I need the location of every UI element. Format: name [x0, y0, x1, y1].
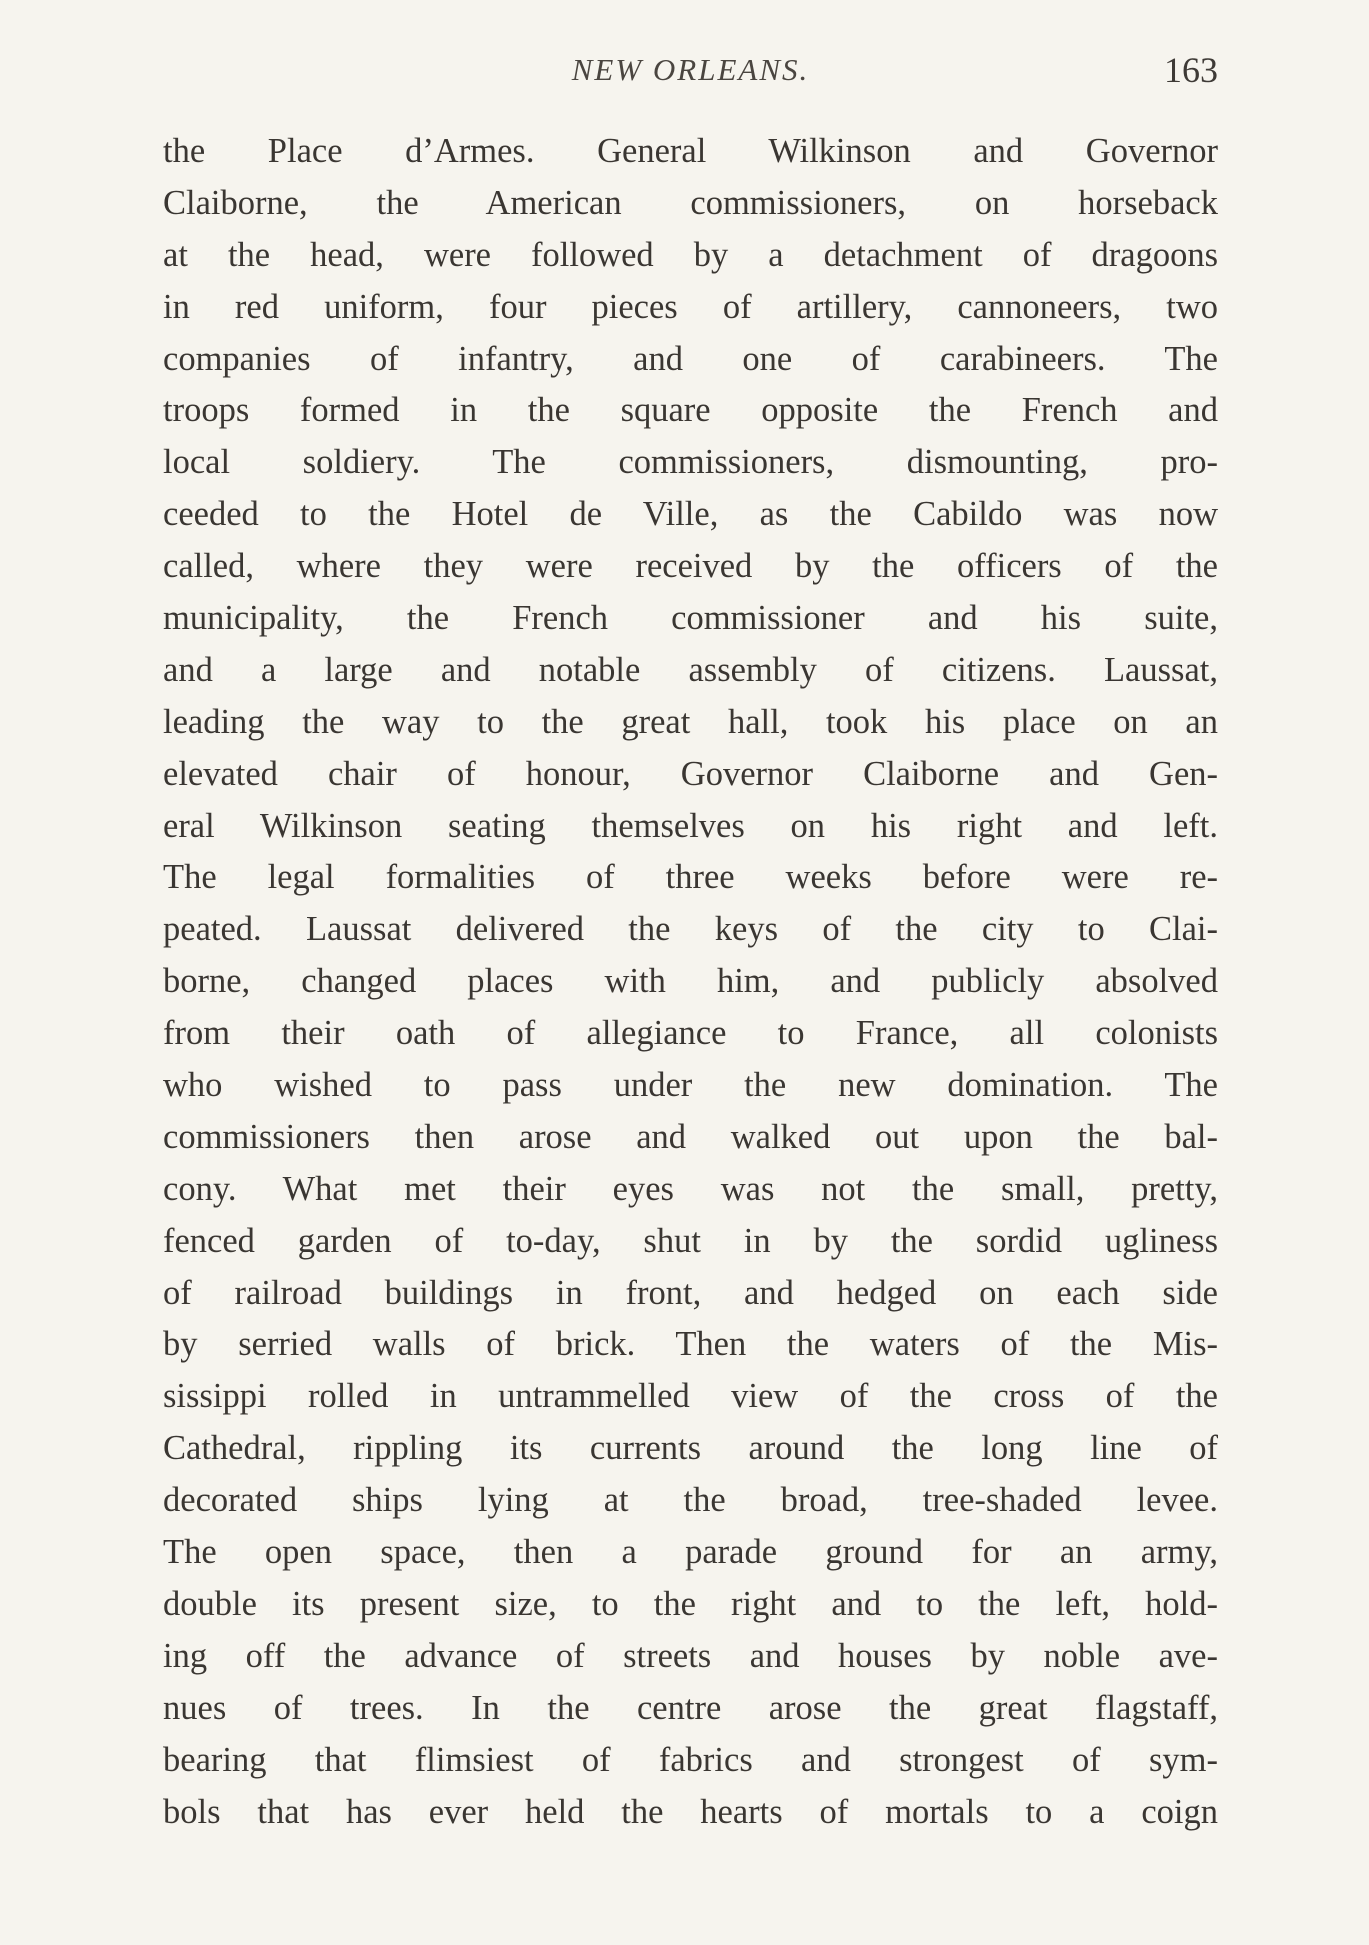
- text-line: at the head, were followed by a detachment of dragoons: [163, 235, 1218, 274]
- text-line: The open space, then a parade ground for an army,: [163, 1533, 1218, 1572]
- text-line: ing off the advance of streets and houses by noble ave-: [163, 1636, 1218, 1675]
- running-head: [163, 48, 1218, 92]
- text-line: leading the way to the great hall, took his place on an: [163, 702, 1218, 741]
- text-line: the Place d’Armes. General Wilkinson and Governor: [163, 132, 1218, 170]
- text-line: local soldiery. The commissioners, dismounting, pro-: [163, 443, 1218, 482]
- text-line: nues of trees. In the centre arose the great flagstaff,: [163, 1688, 1218, 1727]
- text-line: bols that has ever held the hearts of mortals to a coign: [163, 1792, 1218, 1831]
- text-line: commissioners then arose and walked out upon the bal-: [163, 1117, 1218, 1156]
- body-text: [163, 126, 1218, 1838]
- text-line: companies of infantry, and one of carabineers. The: [163, 339, 1218, 378]
- text-line: double its present size, to the right and to the left, hold-: [163, 1584, 1218, 1623]
- text-line: by serried walls of brick. Then the waters of the Mis-: [163, 1325, 1218, 1364]
- text-line: in red uniform, four pieces of artillery, cannoneers, two: [163, 287, 1218, 326]
- text-line: eral Wilkinson seating themselves on his right and left.: [163, 806, 1218, 845]
- text-line: cony. What met their eyes was not the small, pretty,: [163, 1169, 1218, 1208]
- text-line: from their oath of allegiance to France, all colonists: [163, 1014, 1218, 1053]
- text-line: and a large and notable assembly of citizens. Laussat,: [163, 650, 1218, 689]
- text-line: bearing that flimsiest of fabrics and strongest of sym-: [163, 1740, 1218, 1779]
- text-line: Cathedral, rippling its currents around the long line of: [163, 1429, 1218, 1468]
- text-line: The legal formalities of three weeks before were re-: [163, 858, 1218, 897]
- text-line: called, where they were received by the officers of the: [163, 547, 1218, 586]
- text-line: fenced garden of to-day, shut in by the sordid ugliness: [163, 1221, 1218, 1260]
- text-line: who wished to pass under the new domination. The: [163, 1066, 1218, 1105]
- page-number: 163: [1164, 50, 1218, 90]
- running-title: NEW ORLEANS.: [571, 52, 810, 87]
- text-line: decorated ships lying at the broad, tree-shaded levee.: [163, 1481, 1218, 1520]
- text-line: municipality, the French commissioner and his suite,: [163, 599, 1218, 638]
- text-line: borne, changed places with him, and publicly absolved: [163, 962, 1218, 1001]
- text-line: elevated chair of honour, Governor Claiborne and Gen-: [163, 754, 1218, 793]
- text-line: troops formed in the square opposite the French and: [163, 391, 1218, 430]
- text-line: sissippi rolled in untrammelled view of the cross of the: [163, 1377, 1218, 1416]
- text-line: ceeded to the Hotel de Ville, as the Cabildo was now: [163, 495, 1218, 534]
- text-line: of railroad buildings in front, and hedged on each side: [163, 1273, 1218, 1312]
- text-line: peated. Laussat delivered the keys of the city to Clai-: [163, 910, 1218, 949]
- text-line: Claiborne, the American commissioners, on horseback: [163, 183, 1218, 222]
